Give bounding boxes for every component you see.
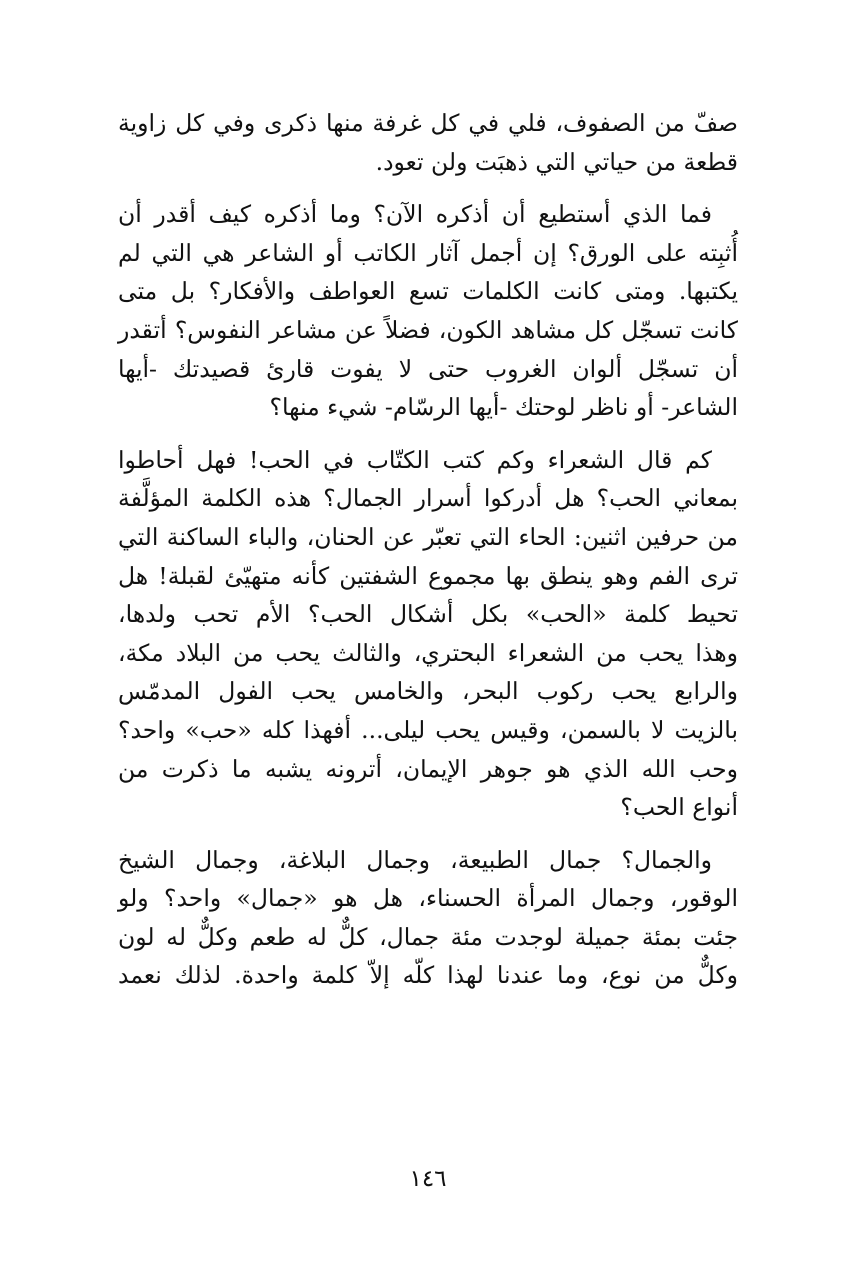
text-line: وحب الله الذي هو جوهر الإيمان، أترونه يشبه ما ذكرت من — [118, 754, 738, 783]
paragraph — [118, 441, 738, 827]
text-line: بالزيت لا بالسمن، وقيس يحب ليلى... أفهذا كله «حب» واحد؟ — [118, 715, 738, 744]
text-line: تحيط كلمة «الحب» بكل أشكال الحب؟ الأم تحب ولدها، — [118, 600, 738, 629]
text-line: والجمال؟ جمال الطبيعة، وجمال البلاغة، وجمال الشيخ — [118, 845, 712, 874]
text-line: صفّ من الصفوف، فلي في كل غرفة منها ذكرى وفي كل زاوية — [118, 109, 738, 137]
text-line: بمعاني الحب؟ هل أدركوا أسرار الجمال؟ هذه الكلمة المؤلَّفة — [118, 484, 738, 513]
text-line: كم قال الشعراء وكم كتب الكتّاب في الحب! فهل أحاطوا — [118, 445, 712, 474]
paragraph — [118, 841, 738, 995]
text-line: يكتبها. ومتى كانت الكلمات تسع العواطف والأفكار؟ بل متى — [118, 277, 738, 306]
text-line: الشاعر- أو ناظر لوحتك -أيها الرسّام- شيء منها؟ — [269, 393, 738, 422]
text-line: والرابع يحب ركوب البحر، والخامس يحب الفول المدمّس — [118, 677, 738, 706]
text-line: فما الذي أستطيع أن أذكره الآن؟ وما أذكره كيف أقدر أن — [118, 200, 712, 229]
text-line: وكلٌّ من نوع، وما عندنا لهذا كلّه إلاّ كلمة واحدة. لذلك نعمد — [118, 961, 738, 990]
text-line: وهذا يحب من الشعراء البحتري، والثالث يحب من البلاد مكة، — [118, 638, 738, 667]
text-line: الوقور، وجمال المرأة الحسناء، هل هو «جمال» واحد؟ ولو — [118, 884, 738, 913]
text-line: ترى الفم وهو ينطق بها مجموع الشفتين كأنه متهيّئ لقبلة! هل — [118, 561, 738, 590]
text-line: جئت بمئة جميلة لوجدت مئة جمال، كلٌّ له طعم وكلٌّ له لون — [118, 922, 738, 951]
text-line: أُثبِته على الورق؟ إن أجمل آثار الكاتب أو الشاعر هي التي لم — [118, 238, 738, 267]
text-line: كانت تسجّل كل مشاهد الكون، فضلاً عن مشاعر النفوس؟ أتقدر — [118, 315, 738, 344]
text-line: أن تسجّل ألوان الغروب حتى لا يفوت قارئ قصيدتك -أيها — [118, 354, 738, 383]
paragraph — [118, 104, 738, 181]
body-text — [118, 104, 738, 1009]
text-line: قطعة من حياتي التي ذهبَت ولن تعود. — [375, 147, 738, 176]
text-line: أنواع الحب؟ — [620, 793, 738, 822]
page-number: ١٤٦ — [409, 1166, 447, 1192]
text-line: من حرفين اثنين: الحاء التي تعبّر عن الحنان، والباء الساكنة التي — [118, 522, 738, 551]
paragraph — [118, 195, 738, 427]
